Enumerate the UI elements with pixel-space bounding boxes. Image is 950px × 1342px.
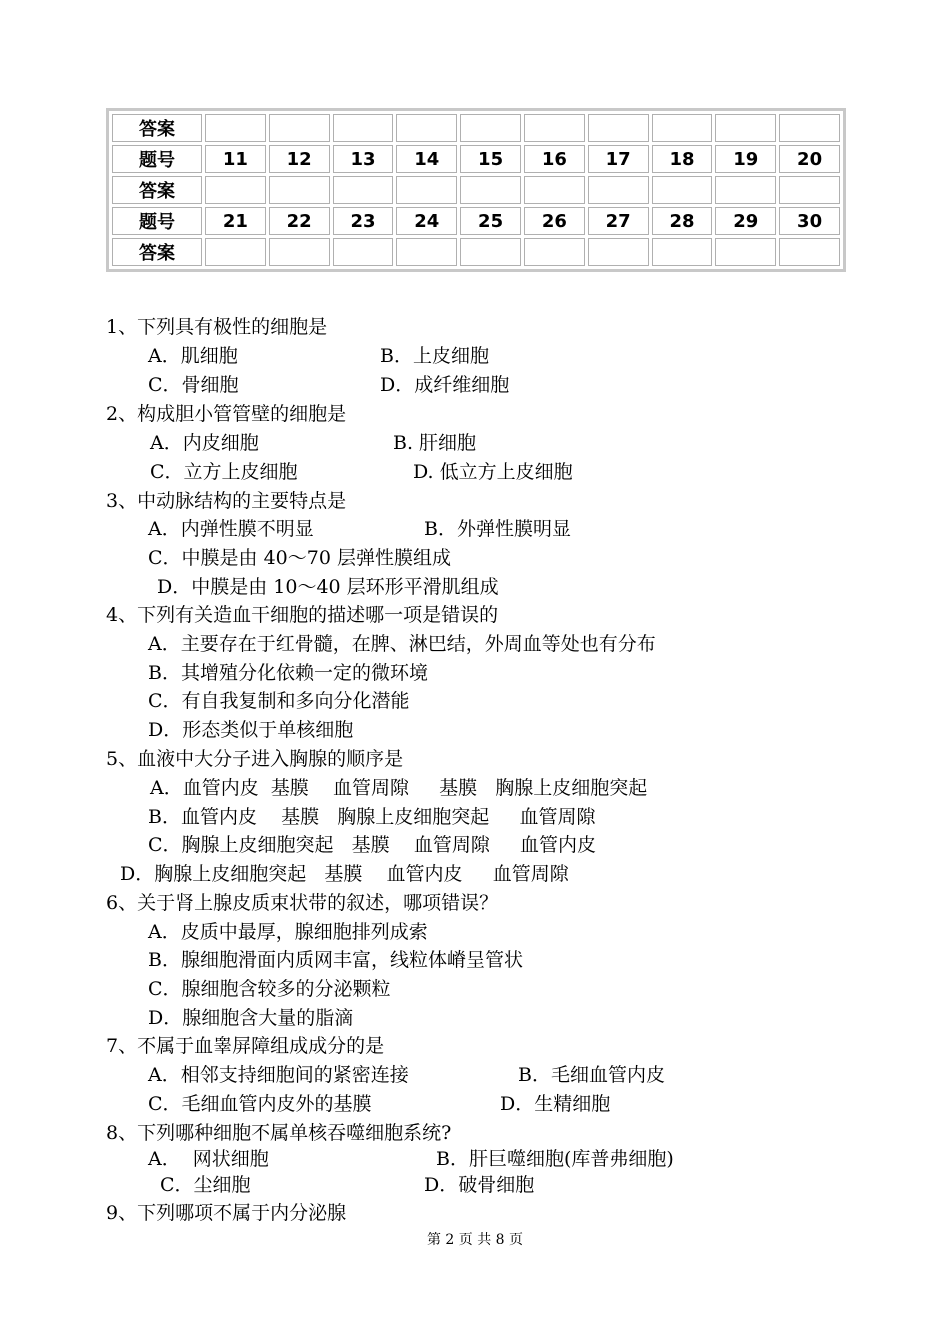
- question-8-option-d: D．破骨细胞: [424, 1174, 535, 1196]
- question-8-option-a: A． 网状细胞: [148, 1148, 269, 1170]
- grid-cell: 25: [460, 207, 521, 235]
- grid-row: [112, 238, 840, 266]
- question-2-option-b: B. 肝细胞: [393, 432, 477, 454]
- grid-cell: 15: [460, 145, 521, 173]
- grid-cell: [396, 114, 457, 142]
- grid-cell: [333, 176, 394, 204]
- grid-cell: [460, 114, 521, 142]
- question-1-option-a: A．肌细胞: [148, 345, 238, 367]
- grid-row: [112, 114, 840, 142]
- grid-cell: 23: [333, 207, 394, 235]
- question-7-option-c: C．毛细血管内皮外的基膜: [148, 1093, 372, 1115]
- grid-cell: [779, 238, 840, 266]
- question-6-option-c: C．腺细胞含较多的分泌颗粒: [148, 978, 391, 1000]
- question-2-option-d: D. 低立方上皮细胞: [413, 461, 573, 483]
- grid-row: [112, 176, 840, 204]
- question-4-option-b: B．其增殖分化依赖一定的微环境: [148, 662, 428, 684]
- question-3-stem: 3、中动脉结构的主要特点是: [106, 490, 347, 512]
- grid-cell: [460, 176, 521, 204]
- grid-row-header: 题号: [112, 145, 202, 173]
- grid-cell: [715, 238, 776, 266]
- grid-cell: [588, 238, 649, 266]
- grid-cell: [588, 114, 649, 142]
- grid-cell: 21: [205, 207, 266, 235]
- grid-row-header: 答案: [112, 114, 202, 142]
- question-8-stem: 8、下列哪种细胞不属单核吞噬细胞系统?: [106, 1122, 452, 1144]
- grid-cell: [396, 176, 457, 204]
- grid-cell: [205, 114, 266, 142]
- grid-cell: 18: [652, 145, 713, 173]
- grid-cell: [715, 176, 776, 204]
- grid-cell: 30: [779, 207, 840, 235]
- question-2-option-a: A．内皮细胞: [150, 432, 259, 454]
- grid-cell: 13: [333, 145, 394, 173]
- question-3-option-c: C．中膜是由 40～70 层弹性膜组成: [148, 547, 451, 569]
- question-2-option-c: C．立方上皮细胞: [150, 461, 298, 483]
- grid-cell: [652, 176, 713, 204]
- grid-cell: 26: [524, 207, 585, 235]
- grid-cell: [715, 114, 776, 142]
- question-5-option-a: A．血管内皮 基膜 血管周隙 基膜 胸腺上皮细胞突起: [150, 777, 648, 799]
- answer-grid: [106, 108, 846, 272]
- grid-cell: [779, 176, 840, 204]
- grid-cell: [524, 176, 585, 204]
- question-5-stem: 5、血液中大分子进入胸腺的顺序是: [106, 748, 404, 770]
- grid-cell: 17: [588, 145, 649, 173]
- grid-row-header: 答案: [112, 238, 202, 266]
- grid-row-header: 答案: [112, 176, 202, 204]
- question-4-option-c: C．有自我复制和多向分化潜能: [148, 690, 410, 712]
- grid-cell: [524, 114, 585, 142]
- question-8-option-b: B．肝巨噬细胞(库普弗细胞): [436, 1148, 674, 1170]
- grid-cell: [779, 114, 840, 142]
- grid-cell: [588, 176, 649, 204]
- grid-cell: [269, 114, 330, 142]
- grid-cell: 28: [652, 207, 713, 235]
- question-3-option-d: D．中膜是由 10～40 层环形平滑肌组成: [157, 576, 499, 598]
- question-5-option-d: D．胸腺上皮细胞突起 基膜 血管内皮 血管周隙: [120, 863, 569, 885]
- grid-cell: 14: [396, 145, 457, 173]
- grid-cell: 20: [779, 145, 840, 173]
- grid-row: [112, 145, 840, 173]
- grid-cell: [205, 176, 266, 204]
- question-7-stem: 7、不属于血睾屏障组成成分的是: [106, 1035, 385, 1057]
- question-1-option-d: D．成纤维细胞: [380, 374, 510, 396]
- question-4-option-a: A．主要存在于红骨髓，在脾、淋巴结，外周血等处也有分布: [148, 633, 656, 655]
- question-7-option-b: B．毛细血管内皮: [518, 1064, 665, 1086]
- question-5-option-b: B．血管内皮 基膜 胸腺上皮细胞突起 血管周隙: [148, 806, 596, 828]
- grid-cell: 27: [588, 207, 649, 235]
- grid-cell: [652, 238, 713, 266]
- question-9-stem: 9、下列哪项不属于内分泌腺: [106, 1202, 347, 1224]
- question-4-option-d: D．形态类似于单核细胞: [148, 719, 354, 741]
- grid-cell: [652, 114, 713, 142]
- grid-cell: 22: [269, 207, 330, 235]
- question-1-option-b: B．上皮细胞: [380, 345, 489, 367]
- grid-cell: [333, 238, 394, 266]
- question-4-stem: 4、下列有关造血干细胞的描述哪一项是错误的: [106, 604, 499, 626]
- question-2-stem: 2、构成胆小管管壁的细胞是: [106, 403, 347, 425]
- grid-cell: 12: [269, 145, 330, 173]
- grid-cell: [524, 238, 585, 266]
- grid-cell: [269, 176, 330, 204]
- question-6-option-b: B．腺细胞滑面内质网丰富，线粒体嵴呈管状: [148, 949, 523, 971]
- question-6-option-d: D．腺细胞含大量的脂滴: [148, 1007, 354, 1029]
- question-5-option-c: C．胸腺上皮细胞突起 基膜 血管周隙 血管内皮: [148, 834, 597, 856]
- grid-cell: [205, 238, 266, 266]
- grid-cell: 16: [524, 145, 585, 173]
- grid-cell: 19: [715, 145, 776, 173]
- question-7-option-d: D．生精细胞: [500, 1093, 611, 1115]
- question-3-option-b: B．外弹性膜明显: [424, 518, 571, 540]
- page-footer: 第 2 页 共 8 页: [426, 1232, 524, 1248]
- grid-cell: [396, 238, 457, 266]
- question-1-stem: 1、下列具有极性的细胞是: [106, 316, 328, 338]
- grid-row: [112, 207, 840, 235]
- question-7-option-a: A．相邻支持细胞间的紧密连接: [148, 1064, 409, 1086]
- grid-cell: 11: [205, 145, 266, 173]
- question-6-stem: 6、关于肾上腺皮质束状带的叙述，哪项错误？: [106, 892, 499, 914]
- grid-cell: 29: [715, 207, 776, 235]
- grid-cell: [269, 238, 330, 266]
- question-1-option-c: C．骨细胞: [148, 374, 239, 396]
- question-3-option-a: A．内弹性膜不明显: [148, 518, 314, 540]
- grid-cell: [460, 238, 521, 266]
- question-8-option-c: C．尘细胞: [160, 1174, 251, 1196]
- grid-cell: [333, 114, 394, 142]
- grid-row-header: 题号: [112, 207, 202, 235]
- grid-cell: 24: [396, 207, 457, 235]
- question-6-option-a: A．皮质中最厚，腺细胞排列成索: [148, 921, 428, 943]
